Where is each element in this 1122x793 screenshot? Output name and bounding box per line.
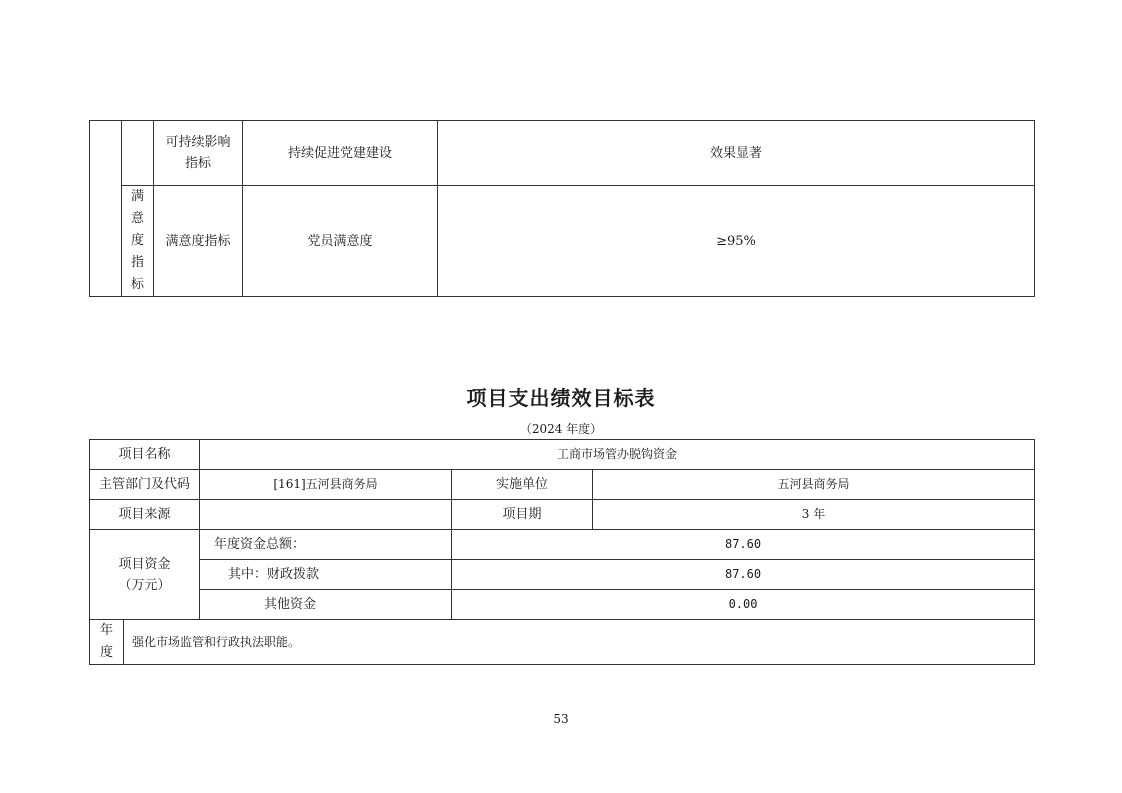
other-value: 0.00 xyxy=(452,590,1035,620)
dept-label: 主管部门及代码 xyxy=(90,470,200,500)
annual-total-label: 年度资金总额： xyxy=(200,530,452,560)
fiscal-label: 其中：财政拨款 xyxy=(200,560,452,590)
annual-total-value: 87.60 xyxy=(452,530,1035,560)
impl-value: 五河县商务局 xyxy=(593,470,1035,500)
page-title: 项目支出绩效目标表 xyxy=(466,386,656,410)
merged-category-cell xyxy=(90,121,122,297)
performance-indicator-table xyxy=(89,120,1035,297)
period-label: 项目期 xyxy=(452,500,593,530)
period-value: 3 年 xyxy=(593,500,1035,530)
table-row xyxy=(90,530,1035,560)
page-subtitle: （2024 年度） xyxy=(519,422,603,436)
funds-unit: （万元） xyxy=(118,577,171,593)
page-number: 53 xyxy=(553,712,569,726)
sustain-value: 效果显著 xyxy=(438,121,1035,186)
annual-label-cell xyxy=(90,620,124,665)
table-row xyxy=(90,500,1035,530)
source-value xyxy=(200,500,452,530)
table-row xyxy=(90,620,1035,665)
empty-subcategory-cell xyxy=(122,121,154,186)
satisfaction-category-text: 满意度指标 xyxy=(131,189,145,292)
table-row xyxy=(90,440,1035,470)
annual-goal: 强化市场监管和行政执法职能。 xyxy=(124,620,1035,665)
satisfaction-item: 党员满意度 xyxy=(243,186,438,297)
satisfaction-metric-label: 满意度指标 xyxy=(154,186,243,297)
table-row xyxy=(90,590,1035,620)
satisfaction-value: ≥95% xyxy=(438,186,1035,297)
annual-label: 年度 xyxy=(100,623,114,660)
table-row xyxy=(90,560,1035,590)
satisfaction-category xyxy=(122,186,154,297)
dept-value: [161]五河县商务局 xyxy=(200,470,452,500)
fiscal-value: 87.60 xyxy=(452,560,1035,590)
table-row xyxy=(90,470,1035,500)
table-row xyxy=(90,186,1035,297)
source-label: 项目来源 xyxy=(90,500,200,530)
project-name-value: 工商市场管办脱钩资金 xyxy=(200,440,1035,470)
funds-label: 项目资金 xyxy=(118,556,171,572)
project-expenditure-table xyxy=(89,439,1035,665)
impl-label: 实施单位 xyxy=(452,470,593,500)
sustain-metric-label: 可持续影响 指标 xyxy=(154,121,243,186)
other-label: 其他资金 xyxy=(200,590,452,620)
project-name-label: 项目名称 xyxy=(90,440,200,470)
table-row xyxy=(90,121,1035,186)
funds-label-cell xyxy=(90,530,200,620)
sustain-item: 持续促进党建建设 xyxy=(243,121,438,186)
